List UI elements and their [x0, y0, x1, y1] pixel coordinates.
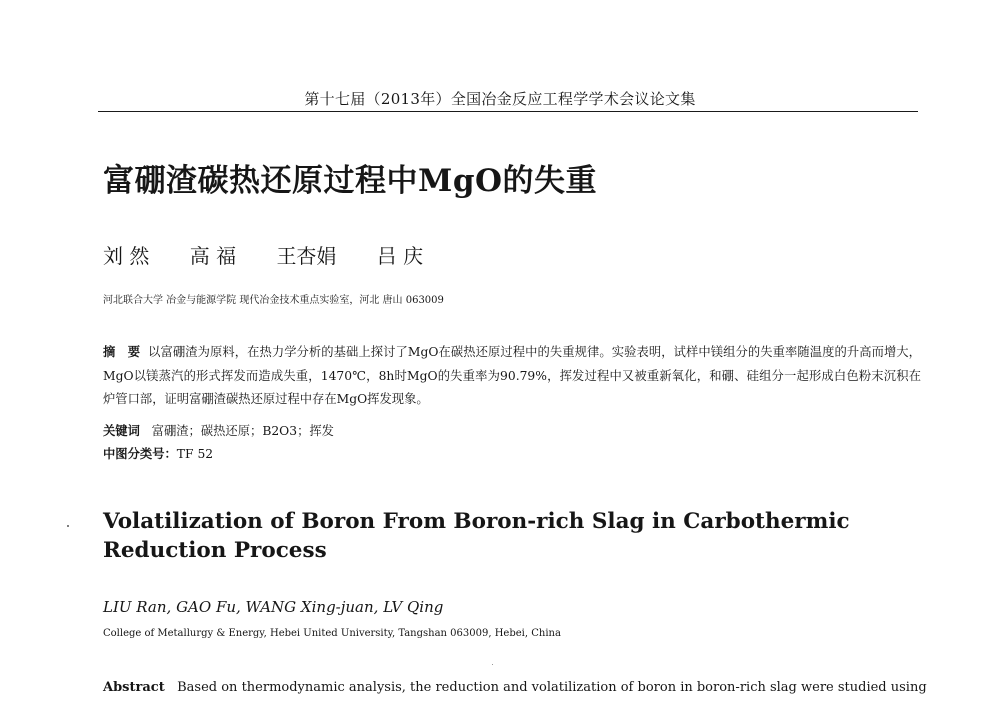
keywords-cn-text: 富硼渣；碳热还原；B2O3；挥发 — [151, 424, 334, 438]
authors-en: LIU Ran, GAO Fu, WANG Xing-juan, LV Qing — [103, 598, 444, 616]
author-cn-1: 刘 然 — [103, 244, 150, 268]
paper-title-cn: 富硼渣碳热还原过程中MgO的失重 — [103, 163, 597, 199]
keywords-cn-label: 关键词 — [103, 423, 140, 438]
affiliation-en: College of Metallurgy & Energy, Hebei United University, Tangshan 063009, Hebei, China — [103, 628, 561, 639]
paper-title-en: Volatilization of Boron From Boron-rich Slag in Carbothermic Reduction Process — [103, 509, 850, 563]
author-cn-2: 高 福 — [189, 244, 237, 268]
scan-speck-2 — [492, 664, 493, 665]
authors-cn — [103, 240, 457, 269]
keywords-cn — [103, 421, 334, 439]
abstract-en — [103, 680, 927, 695]
abstract-cn-label: 摘 要 — [103, 344, 141, 359]
abstract-en-text: Based on thermodynamic analysis, the reduction and volatilization of boron in boron-rich slag were studied using — [177, 680, 927, 695]
clc-cn-text: TF 52 — [176, 447, 214, 461]
abstract-cn-text: 以富硼渣为原料，在热力学分析的基础上探讨了MgO在碳热还原过程中的失重规律。实验表明，试样中镁组分的失重率随温度的升高而增大，MgO以镁蒸汽的形式挥发而造成失重，1470℃，8h时MgO的失重率为90.79%，挥发过程中又被重新氧化，和硼、硅组分一起形成白色粉末沉积在炉管口部，证明富硼渣碳热还原过程中存在MgO挥发现象。 — [103, 345, 921, 406]
affiliation-cn: 河北联合大学 冶金与能源学院 现代冶金技术重点实验室，河北 唐山 063009 — [103, 295, 444, 306]
author-cn-3: 王杏娟 — [276, 244, 337, 268]
scan-speck — [67, 525, 69, 527]
author-cn-4: 吕 庆 — [376, 244, 424, 268]
abstract-cn — [103, 340, 921, 412]
running-header: 第十七届（2013年）全国冶金反应工程学学术会议论文集 — [304, 90, 696, 108]
clc-number-cn — [103, 444, 213, 462]
header-rule — [98, 111, 918, 112]
clc-cn-label: 中图分类号： — [103, 446, 177, 461]
abstract-en-label: Abstract — [103, 680, 165, 695]
